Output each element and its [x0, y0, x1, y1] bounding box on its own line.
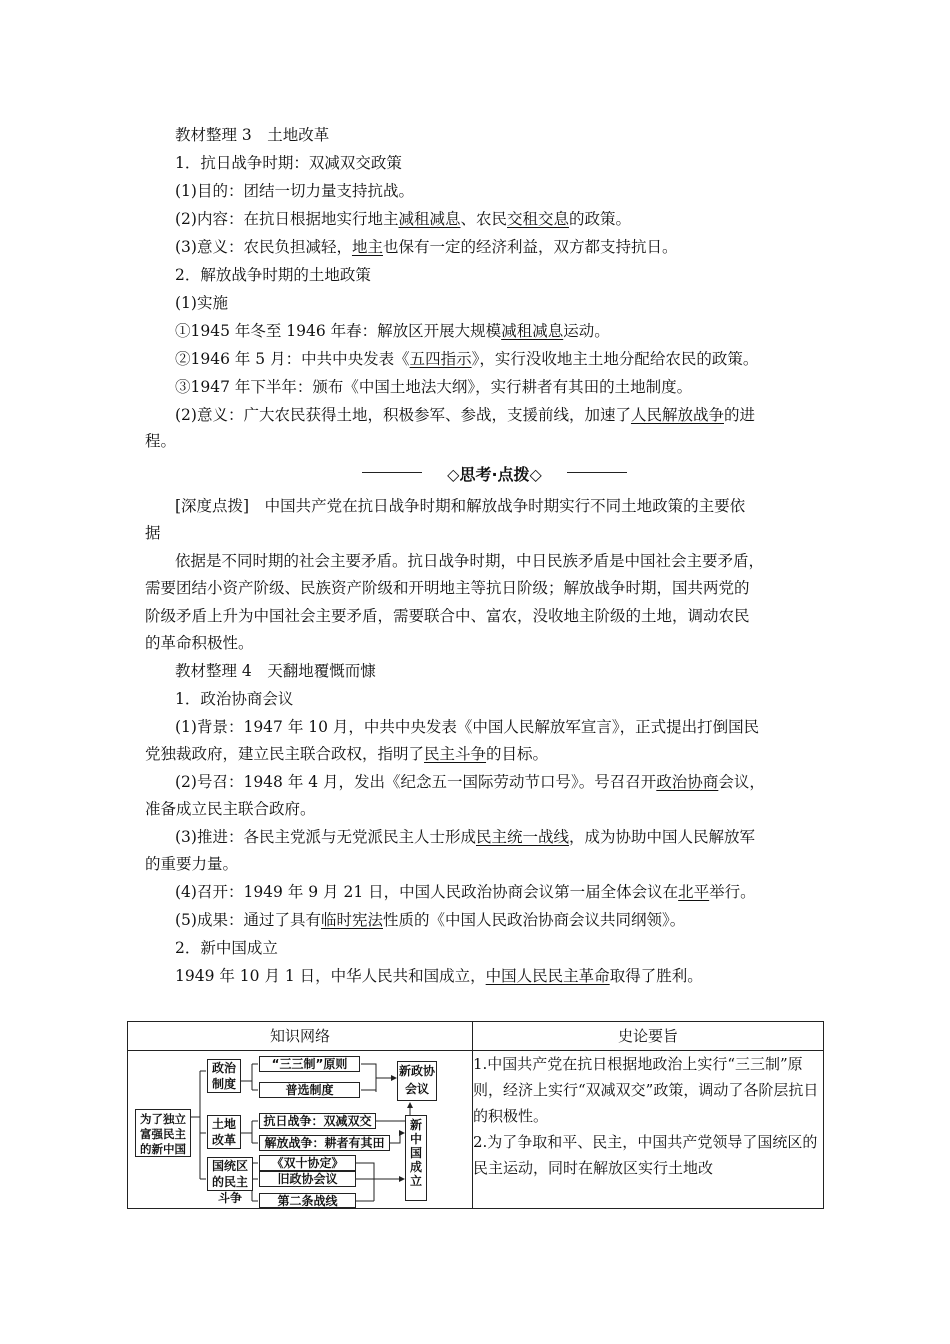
- section4-push: (3)推进：各民主党派与无党派民主人士形成民主统一战线，成为协助中国人民解放军: [175, 828, 755, 846]
- section4-call: (2)号召：1948 年 4 月，发出《纪念五一国际劳动节口号》。号召召开政治协商会议，: [175, 773, 765, 791]
- section3-s2-item2: ②1946 年 5 月：中共中央发表《五四指示》，实行没收地主土地分配给农民的政策。: [175, 350, 759, 368]
- key-term: 中国人民民主革命: [485, 967, 610, 985]
- section4-s1-title: 1．政治协商会议: [175, 690, 294, 708]
- key-term: 人民解放战争: [630, 406, 724, 424]
- diagram-three-thirds: “三三制”原则: [259, 1056, 360, 1072]
- section3-s2-item1: ①1945 年冬至 1946 年春：解放区开展大规模减租减息运动。: [175, 322, 610, 340]
- diagram-universal-suffrage: 普选制度: [259, 1082, 360, 1098]
- section3-s2-title: 2．解放战争时期的土地政策: [175, 266, 371, 284]
- think-question-cont: 据: [145, 524, 161, 542]
- diagram-new-china: 新中国成立: [405, 1115, 427, 1201]
- diagram-kmt-struggle: 国统区的民主斗争: [207, 1157, 253, 1191]
- key-term: 五四指示: [409, 350, 472, 368]
- section3-s2-item3: ③1947 年下半年：颁布《中国土地法大纲》，实行耕者有其田的土地制度。: [175, 378, 693, 396]
- diagram-new-pcc: 新政协会议: [397, 1061, 437, 1101]
- table-header-points: 史论要旨: [473, 1022, 824, 1051]
- knowledge-network-cell: [128, 1051, 473, 1209]
- key-term: 减租减息: [398, 210, 461, 228]
- diagram-liberation: 解放战争：耕者有其田: [259, 1135, 390, 1151]
- section3-s2-significance: (2)意义：广大农民获得土地，积极参军、参战，支援前线，加速了人民解放战争的进: [175, 406, 755, 424]
- section4-founding: 1949 年 10 月 1 日，中华人民共和国成立，中国人民民主革命取得了胜利。: [175, 967, 703, 985]
- section3-heading: 教材整理 3 土地改革: [175, 126, 330, 144]
- think-divider: [362, 460, 627, 486]
- divider-label: ◇思考·点拨◇: [447, 465, 542, 484]
- section4-result: (5)成果：通过了具有临时宪法性质的《中国人民政治协商会议共同纲领》。: [175, 911, 686, 929]
- key-term: 北平: [678, 883, 710, 901]
- think-answer-line: 需要团结小资产阶级、民族资产阶级和开明地主等抗日阶级；解放战争时期，国共两党的: [145, 579, 750, 597]
- key-term: 政治协商: [656, 773, 719, 791]
- section4-background: (1)背景：1947 年 10 月，中共中央发表《中国人民解放军宣言》，正式提出打倒国民: [175, 718, 760, 736]
- key-point: 2.为了争取和平、民主，中国共产党领导了国统区的民主运动，同时在解放区实行土地改: [473, 1133, 818, 1177]
- summary-table: [127, 1021, 824, 1209]
- diagram-root: 为了独立富强民主的新中国: [135, 1109, 191, 1157]
- knowledge-diagram: [128, 1051, 468, 1208]
- key-point: 1.中国共产党在抗日根据地政治上实行“三三制”原则，经济上实行“双减双交”政策，调动了各阶层抗日的积极性。: [473, 1055, 819, 1125]
- diagram-double-ten: 《双十协定》: [259, 1155, 356, 1171]
- key-term: 临时宪法: [320, 911, 383, 929]
- think-question: [深度点拨] 中国共产党在抗日战争时期和解放战争时期实行不同土地政策的主要依: [175, 497, 746, 515]
- section4-s2-title: 2．新中国成立: [175, 939, 278, 957]
- section4-heading: 教材整理 4 天翻地覆慨而慷: [175, 662, 376, 680]
- section3-s1-purpose: (1)目的：团结一切力量支持抗战。: [175, 182, 414, 200]
- key-term: 减租减息: [501, 322, 564, 340]
- section4-push-cont: 的重要力量。: [145, 855, 239, 873]
- diagram-old-pcc: 旧政协会议: [259, 1171, 356, 1187]
- key-term: 地主: [351, 238, 383, 256]
- key-term: 民主统一战线: [475, 828, 569, 846]
- section4-convene: (4)召开：1949 年 9 月 21 日，中国人民政治协商会议第一届全体会议在北平举行。: [175, 883, 756, 901]
- section4-background-cont: 党独裁政府，建立民主联合政权，指明了民主斗争的目标。: [145, 745, 549, 763]
- key-term: 民主斗争: [424, 745, 487, 763]
- diagram-politics: 政治制度: [207, 1059, 241, 1093]
- think-answer-line: 阶级矛盾上升为中国社会主要矛盾，需要联合中、富农，没收地主阶级的土地，调动农民: [145, 607, 750, 625]
- section4-call-cont: 准备成立民主联合政府。: [145, 800, 316, 818]
- key-term: 交租交息: [507, 210, 570, 228]
- section3-s2-significance-cont: 程。: [145, 432, 177, 450]
- divider-line-right: [567, 472, 627, 473]
- diagram-second-front: 第二条战线: [259, 1193, 356, 1208]
- table-header-network: 知识网络: [128, 1022, 473, 1051]
- key-points-cell: [473, 1051, 824, 1209]
- divider-line-left: [362, 472, 422, 473]
- think-answer-line: 依据是不同时期的社会主要矛盾。抗日战争时期，中日民族矛盾是中国社会主要矛盾，: [175, 552, 765, 570]
- section3-s1-content: (2)内容：在抗日根据地实行地主减租减息、农民交租交息的政策。: [175, 210, 632, 228]
- diagram-anti-japan: 抗日战争：双减双交: [259, 1113, 376, 1129]
- section3-s1-significance: (3)意义：农民负担减轻，地主也保有一定的经济利益，双方都支持抗日。: [175, 238, 678, 256]
- section3-s2-impl: (1)实施: [175, 294, 228, 312]
- think-answer-line: 的革命积极性。: [145, 634, 254, 652]
- diagram-land-reform: 土地改革: [207, 1115, 241, 1149]
- section3-s1-title: 1．抗日战争时期：双减双交政策: [175, 154, 402, 172]
